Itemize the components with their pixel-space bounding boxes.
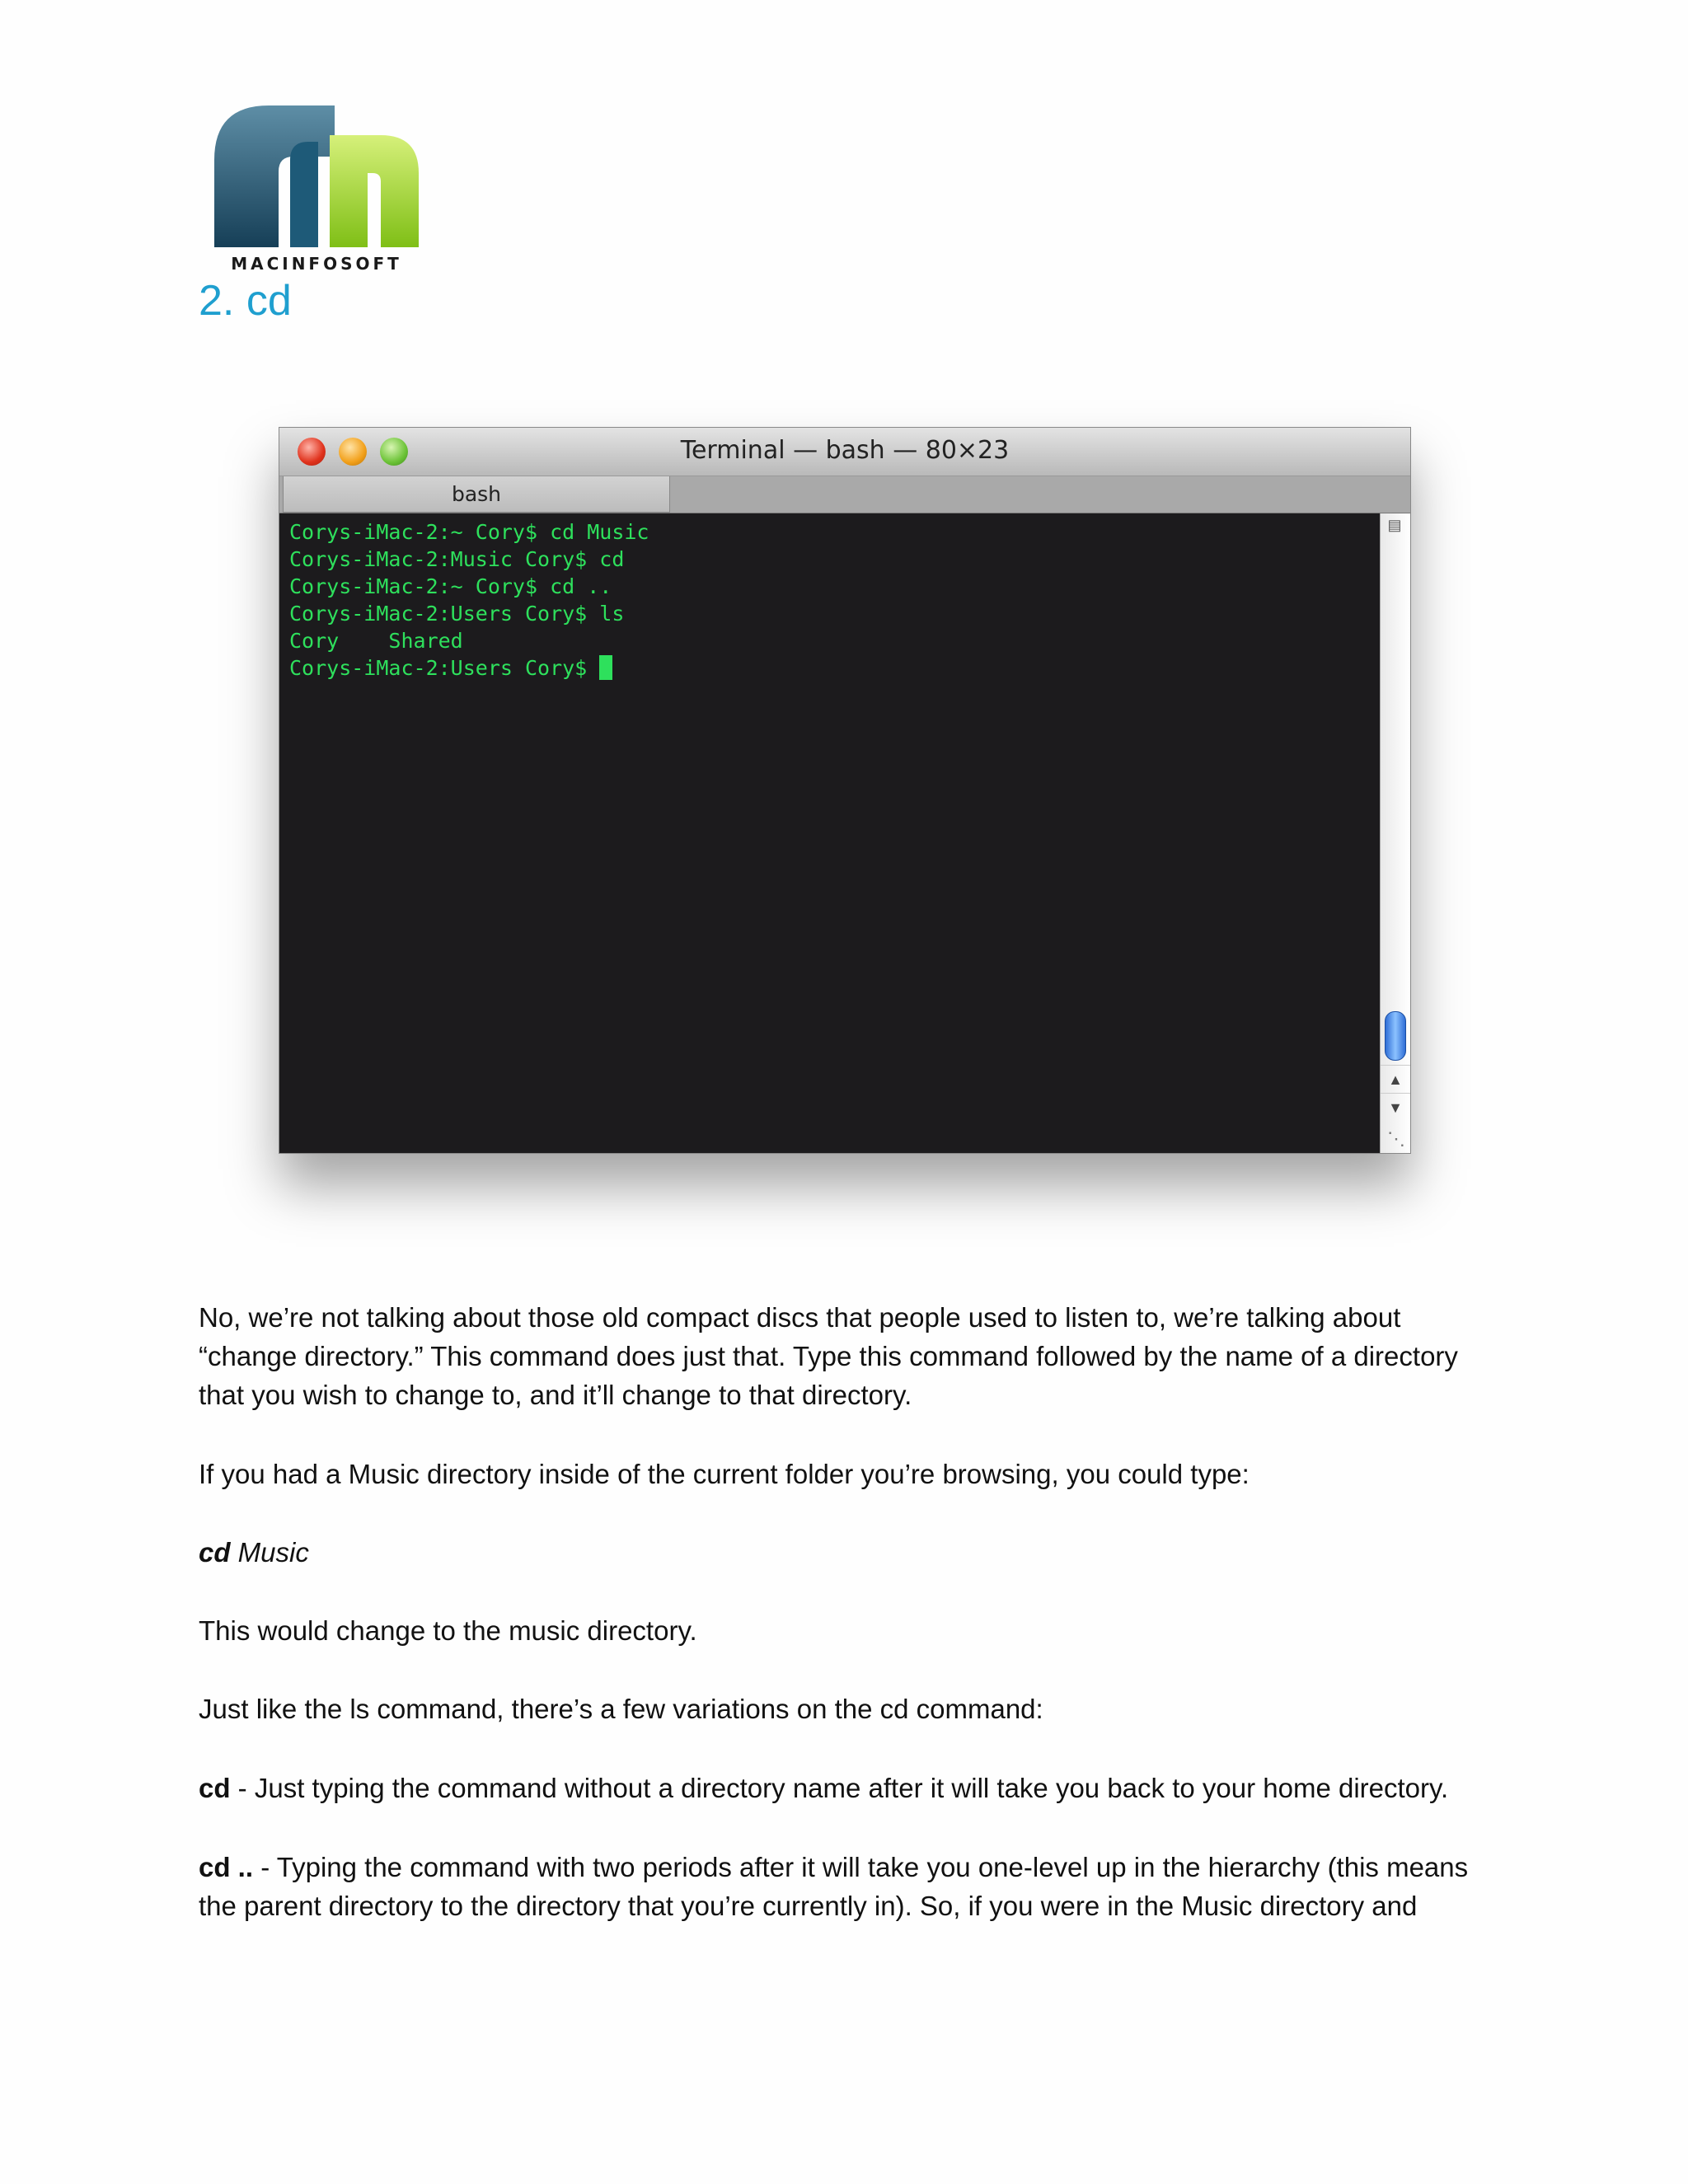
macinfosoft-logo <box>211 102 422 280</box>
example-command-arg: Music <box>230 1537 309 1568</box>
example-command <box>199 1533 1501 1572</box>
variation-cd-text: - Just typing the command without a directory name after it will take you back to your home directory. <box>230 1773 1449 1803</box>
variation-cd-up-command: cd .. <box>199 1852 254 1882</box>
terminal-line: Corys-iMac-2:Music Cory$ cd <box>289 547 625 571</box>
variation-cd-up-paragraph <box>199 1848 1501 1925</box>
text-cursor <box>599 655 612 680</box>
terminal-line: Corys-iMac-2:Users Cory$ ls <box>289 602 625 626</box>
terminal-line: Corys-iMac-2:~ Cory$ cd Music <box>289 520 649 544</box>
terminal-window <box>279 427 1411 1154</box>
variation-cd-paragraph <box>199 1769 1501 1807</box>
terminal-scrollbar[interactable] <box>1380 513 1410 1153</box>
variations-intro-paragraph: Just like the ls command, there’s a few variations on the cd command: <box>199 1694 1043 1724</box>
logo-wordmark: MACINFOSOFT <box>231 254 402 274</box>
scroll-up-arrow-icon[interactable]: ▲ <box>1381 1065 1410 1094</box>
terminal-title: Terminal — bash — 80×23 <box>680 436 1010 465</box>
terminal-line: Cory Shared <box>289 629 463 653</box>
terminal-prompt: Corys-iMac-2:Users Cory$ <box>289 656 600 680</box>
variation-cd-up-text: - Typing the command with two periods after it will take you one-level up in the hierarchy (this means the parent directory to the directory that you’re currently in). So, if you were in the Music directory and <box>199 1852 1469 1921</box>
terminal-titlebar <box>279 428 1410 476</box>
resize-grip-icon[interactable]: ⋱ <box>1387 1128 1405 1149</box>
terminal-line: Corys-iMac-2:~ Cory$ cd .. <box>289 574 612 598</box>
logo-mark-icon <box>211 102 422 247</box>
music-intro-paragraph: If you had a Music directory inside of the current folder you’re browsing, you could type: <box>199 1459 1250 1489</box>
example-result-paragraph: This would change to the music directory. <box>199 1615 697 1646</box>
scrollbar-thumb[interactable] <box>1385 1011 1406 1061</box>
tab-bash[interactable]: bash <box>283 476 670 513</box>
terminal-prompt-line <box>289 654 1371 682</box>
terminal-output[interactable] <box>279 513 1381 1153</box>
example-command-name: cd <box>199 1537 231 1568</box>
scroll-down-arrow-icon[interactable]: ▼ <box>1381 1093 1410 1122</box>
section-title: 2. cd <box>199 277 292 325</box>
intro-paragraph: No, we’re not talking about those old compact discs that people used to listen to, we’re talking about “change directory.” This command does just that. Type this command followed by the name of a directory that you wish to change to, and it’ll change to that directory. <box>199 1302 1458 1410</box>
split-pane-icon[interactable]: ▤ <box>1387 517 1402 533</box>
terminal-tab-bar <box>279 476 1410 513</box>
variation-cd-command: cd <box>199 1773 231 1803</box>
